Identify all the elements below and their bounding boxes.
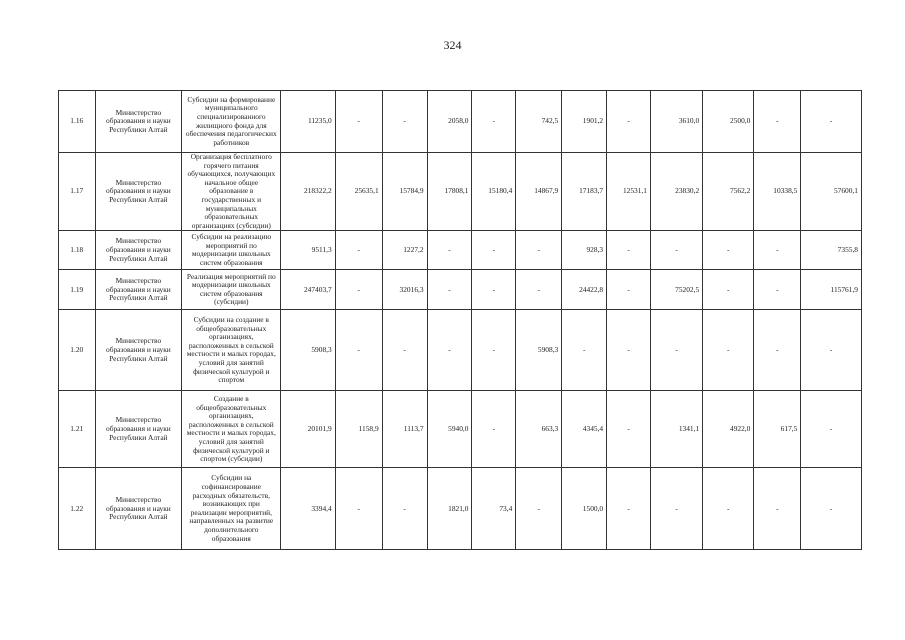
- activity-description-cell: Организация бесплатного горячего питания обучающихся, получающих начальное общее образование в государственных и муниципальных образовательных организациях (субсидии): [182, 153, 281, 231]
- value-cell: -: [516, 468, 562, 550]
- value-cell: 1227,2: [382, 231, 427, 270]
- value-cell: -: [703, 231, 754, 270]
- row-number: 1.19: [59, 270, 96, 310]
- value-cell: 928,3: [562, 231, 607, 270]
- value-cell: 15180,4: [472, 153, 516, 231]
- value-cell: 3610,0: [650, 91, 702, 153]
- activity-description-cell: Субсидии на формирование муниципального специализированного жилищного фонда для обеспечения педагогических работников: [182, 91, 281, 153]
- value-cell: -: [801, 91, 862, 153]
- value-cell: 1821,0: [427, 468, 472, 550]
- value-cell: -: [650, 310, 702, 391]
- value-cell: -: [335, 310, 382, 391]
- value-cell: -: [754, 231, 801, 270]
- value-cell: -: [472, 310, 516, 391]
- value-cell: -: [427, 310, 472, 391]
- value-cell: -: [607, 468, 651, 550]
- value-cell: -: [703, 270, 754, 310]
- executor-cell: Министерство образования и науки Республики Алтай: [95, 231, 182, 270]
- value-cell: 10338,5: [754, 153, 801, 231]
- value-cell: 742,5: [516, 91, 562, 153]
- value-cell: 73,4: [472, 468, 516, 550]
- row-number: 1.22: [59, 468, 96, 550]
- value-cell: -: [335, 231, 382, 270]
- value-cell: 15784,9: [382, 153, 427, 231]
- value-cell: 1341,1: [650, 391, 702, 468]
- table-row: [59, 468, 862, 550]
- value-cell: -: [703, 468, 754, 550]
- value-cell: 617,5: [754, 391, 801, 468]
- table-row: [59, 310, 862, 391]
- value-cell: -: [754, 91, 801, 153]
- value-cell: -: [382, 91, 427, 153]
- executor-cell: Министерство образования и науки Республики Алтай: [95, 153, 182, 231]
- total-value-cell: 247403,7: [281, 270, 335, 310]
- table-row: [59, 231, 862, 270]
- value-cell: -: [607, 391, 651, 468]
- value-cell: 57600,1: [801, 153, 862, 231]
- value-cell: 7562,2: [703, 153, 754, 231]
- value-cell: -: [607, 231, 651, 270]
- row-number: 1.17: [59, 153, 96, 231]
- activity-description-cell: Создание в общеобразовательных организациях, расположенных в сельской местности и малых городах, условий для занятий физической культурой и спортом (субсидии): [182, 391, 281, 468]
- value-cell: -: [427, 270, 472, 310]
- value-cell: 17808,1: [427, 153, 472, 231]
- activity-description-cell: Субсидии на софинансирование расходных обязательств, возникающих при реализации мероприятий, направленных на развитие дополнительного образования: [182, 468, 281, 550]
- executor-cell: Министерство образования и науки Республики Алтай: [95, 468, 182, 550]
- value-cell: 7355,8: [801, 231, 862, 270]
- value-cell: 4345,4: [562, 391, 607, 468]
- value-cell: 1500,0: [562, 468, 607, 550]
- value-cell: 2058,0: [427, 91, 472, 153]
- value-cell: -: [472, 391, 516, 468]
- value-cell: -: [516, 231, 562, 270]
- value-cell: 663,3: [516, 391, 562, 468]
- executor-cell: Министерство образования и науки Республики Алтай: [95, 310, 182, 391]
- value-cell: 5940,0: [427, 391, 472, 468]
- value-cell: 32016,3: [382, 270, 427, 310]
- value-cell: -: [382, 468, 427, 550]
- value-cell: 2500,0: [703, 91, 754, 153]
- value-cell: -: [562, 310, 607, 391]
- table-row: [59, 391, 862, 468]
- value-cell: -: [607, 91, 651, 153]
- value-cell: -: [335, 91, 382, 153]
- value-cell: -: [801, 468, 862, 550]
- table-body: [59, 91, 862, 550]
- value-cell: 23830,2: [650, 153, 702, 231]
- value-cell: 12531,1: [607, 153, 651, 231]
- value-cell: -: [516, 270, 562, 310]
- executor-cell: Министерство образования и науки Республики Алтай: [95, 270, 182, 310]
- value-cell: 4922,0: [703, 391, 754, 468]
- total-value-cell: 11235,0: [281, 91, 335, 153]
- row-number: 1.20: [59, 310, 96, 391]
- executor-cell: Министерство образования и науки Республики Алтай: [95, 91, 182, 153]
- activity-description-cell: Субсидии на реализацию мероприятий по модернизации школьных систем образования: [182, 231, 281, 270]
- value-cell: -: [427, 231, 472, 270]
- row-number: 1.21: [59, 391, 96, 468]
- row-number: 1.18: [59, 231, 96, 270]
- value-cell: 1901,2: [562, 91, 607, 153]
- value-cell: 17183,7: [562, 153, 607, 231]
- value-cell: 25635,1: [335, 153, 382, 231]
- value-cell: 115761,9: [801, 270, 862, 310]
- value-cell: -: [472, 91, 516, 153]
- value-cell: 1113,7: [382, 391, 427, 468]
- table-row: [59, 91, 862, 153]
- activity-description-cell: Субсидии на создание в общеобразовательных организациях, расположенных в сельской местности и малых городах, условий для занятий физической культурой и спортом: [182, 310, 281, 391]
- value-cell: -: [607, 310, 651, 391]
- value-cell: -: [754, 468, 801, 550]
- total-value-cell: 3394,4: [281, 468, 335, 550]
- value-cell: -: [650, 231, 702, 270]
- value-cell: -: [801, 310, 862, 391]
- activity-description-cell: Реализация мероприятий по модернизации школьных систем образования (субсидии): [182, 270, 281, 310]
- value-cell: 14867,9: [516, 153, 562, 231]
- value-cell: -: [607, 270, 651, 310]
- value-cell: -: [472, 270, 516, 310]
- value-cell: -: [335, 468, 382, 550]
- value-cell: 24422,8: [562, 270, 607, 310]
- executor-cell: Министерство образования и науки Республики Алтай: [95, 391, 182, 468]
- total-value-cell: 20101,9: [281, 391, 335, 468]
- budget-table: [58, 90, 862, 550]
- table-row: [59, 270, 862, 310]
- total-value-cell: 5908,3: [281, 310, 335, 391]
- value-cell: -: [801, 391, 862, 468]
- total-value-cell: 9511,3: [281, 231, 335, 270]
- value-cell: -: [335, 270, 382, 310]
- value-cell: -: [754, 310, 801, 391]
- value-cell: -: [382, 310, 427, 391]
- value-cell: -: [703, 310, 754, 391]
- value-cell: -: [754, 270, 801, 310]
- value-cell: 1158,9: [335, 391, 382, 468]
- value-cell: 75202,5: [650, 270, 702, 310]
- value-cell: -: [650, 468, 702, 550]
- value-cell: 5908,3: [516, 310, 562, 391]
- row-number: 1.16: [59, 91, 96, 153]
- page-number: 324: [443, 38, 462, 52]
- total-value-cell: 218322,2: [281, 153, 335, 231]
- value-cell: -: [472, 231, 516, 270]
- table-row: [59, 153, 862, 231]
